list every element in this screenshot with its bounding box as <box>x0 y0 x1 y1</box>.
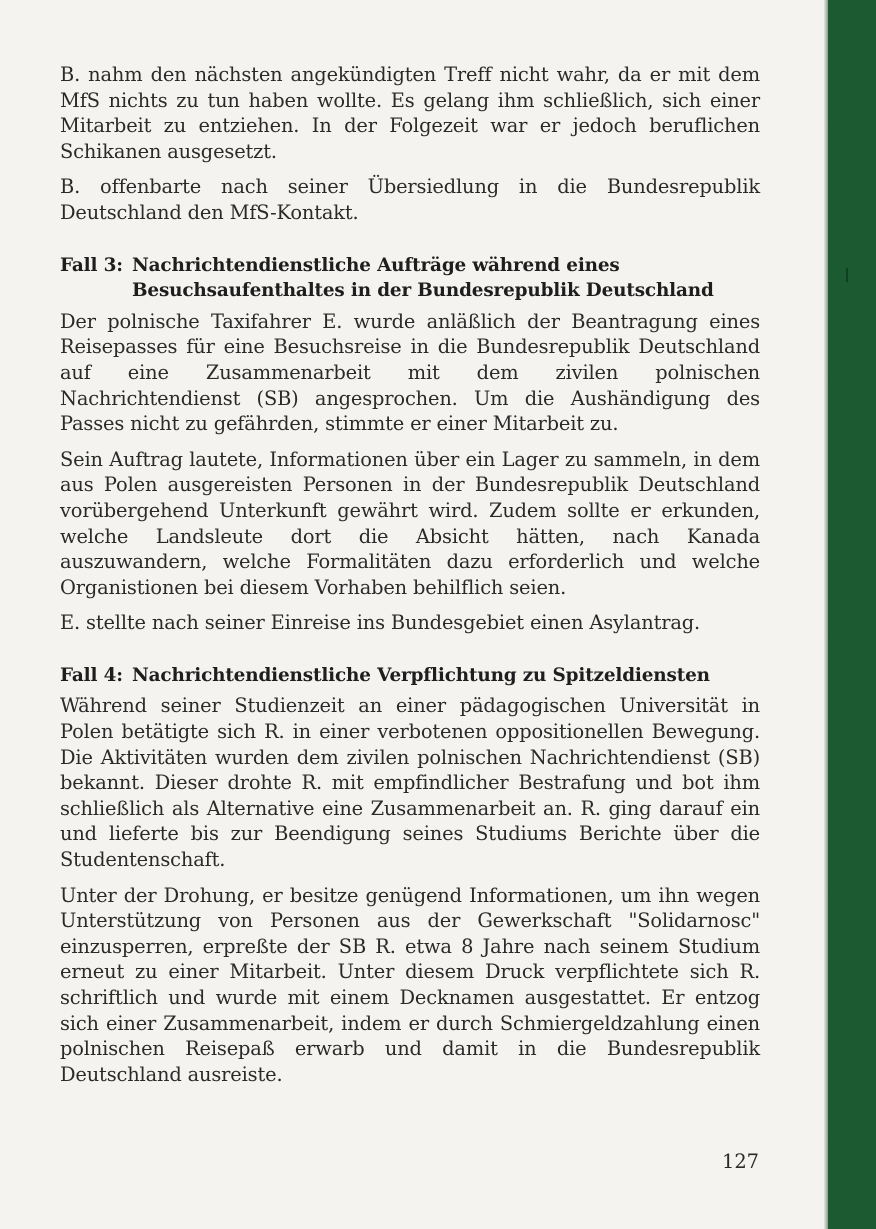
case-3-paragraph-2: Sein Auftrag lautete, Informationen über ein Lager zu sammeln, in dem aus Polen ausgereisten Personen in der Bundesrepublik Deutschland vorübergehend Unterkunft gewährt wird. Zudem sollte er erkunden, welche Landsleute dort die Absicht hätten, nach Kanada auszuwandern, welche Formalitäten dazu erforderlich und welche Organistionen bei diesem Vorhaben behilflich seien. <box>60 447 760 599</box>
case-4-heading <box>60 663 760 689</box>
case-3-title: Nachrichtendienstliche Aufträge während eines Besuchsaufenthaltes in der Bundesrepublik Deutschland <box>132 254 714 302</box>
case-3-heading <box>60 253 760 304</box>
document-body <box>60 62 760 1087</box>
case-4-paragraph-1: Während seiner Studienzeit an einer pädagogischen Universität in Polen betätigte sich R. in einer verbotenen oppositionellen Bewegung. Die Aktivitäten wurden dem zivilen polnischen Nachrichtendienst (SB) bekannt. Dieser drohte R. mit empfindlicher Bestrafung und bot ihm schließlich als Alternative eine Zusammenarbeit an. R. ging darauf ein und lieferte bis zur Beendigung seines Studiums Berichte über die Studentenschaft. <box>60 694 760 872</box>
case-4-label: Fall 4: <box>60 664 123 686</box>
case-3-label: Fall 3: <box>60 254 123 276</box>
case-3-paragraph-1: Der polnische Taxifahrer E. wurde anläßlich der Beantragung eines Reisepasses für eine Besuchsreise in die Bundesrepublik Deutschland auf eine Zusammenarbeit mit dem zivilen polnischen Nachrichtendienst (SB) angesprochen. Um die Aushändigung des Passes nicht zu gefährden, stimmte er einer Mitarbeit zu. <box>60 309 760 436</box>
page-number: 127 <box>722 1150 760 1173</box>
intro-paragraph-1: B. nahm den nächsten angekündigten Treff nicht wahr, da er mit dem MfS nichts zu tun haben wollte. Es gelang ihm schließlich, sich einer Mitarbeit zu entziehen. In der Folgezeit war er jedoch beruflichen Schikanen ausgesetzt. <box>60 63 760 163</box>
strip-mark <box>846 268 848 282</box>
case-4-paragraph-2: Unter der Drohung, er besitze genügend Informationen, um ihn wegen Unterstützung von Personen aus der Gewerkschaft "Solidarnosc" einzusperren, erpreßte der SB R. etwa 8 Jahre nach seinem Studium erneut zu einer Mitarbeit. Unter diesem Druck verpflichtete sich R. schriftlich und wurde mit einem Decknamen ausgestattet. Er entzog sich einer Zusammenarbeit, indem er durch Schmiergeldzahlung einen polnischen Reisepaß erwarb und damit in die Bundesrepublik Deutschland ausreiste. <box>60 883 760 1086</box>
case-4-title: Nachrichtendienstliche Verpflichtung zu Spitzeldiensten <box>132 664 710 686</box>
intro-paragraph-2: B. offenbarte nach seiner Übersiedlung in die Bundesrepublik Deutschland den MfS-Kontakt. <box>60 175 760 224</box>
case-3-paragraph-3: E. stellte nach seiner Einreise ins Bundesgebiet einen Asylantrag. <box>60 611 701 635</box>
green-margin-strip <box>828 0 876 1229</box>
